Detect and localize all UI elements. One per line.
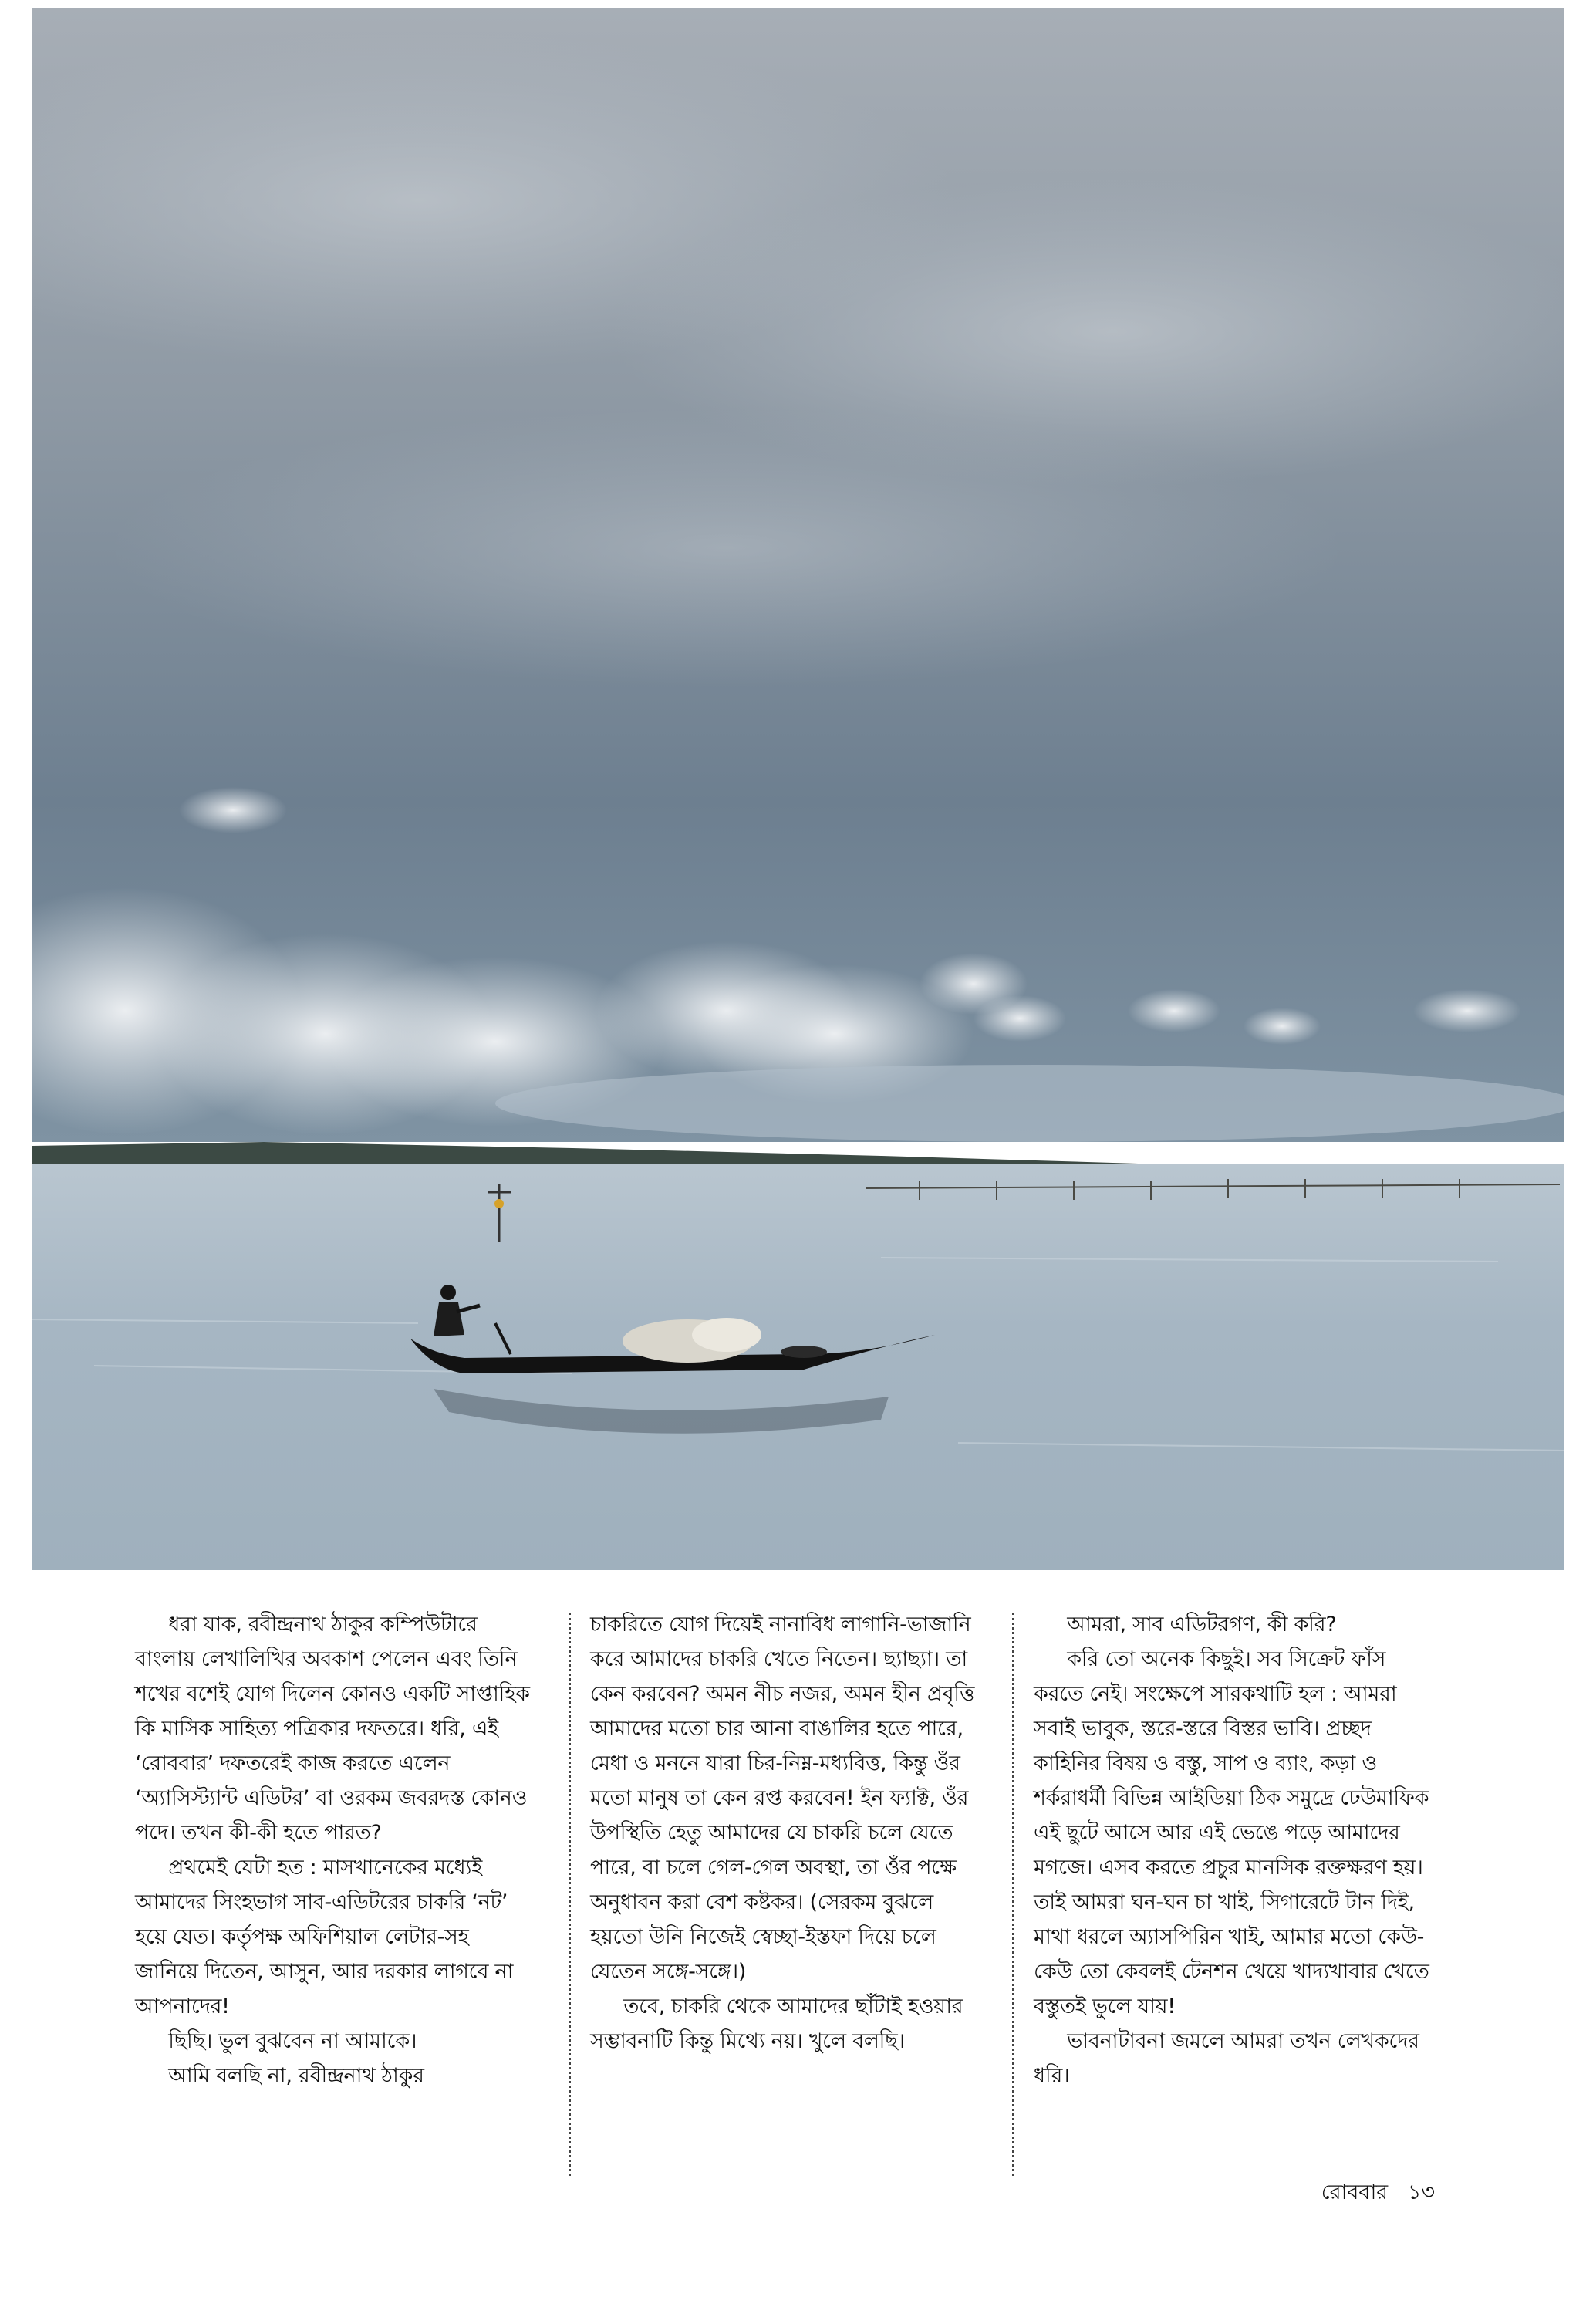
- article-column-3: [1034, 1607, 1435, 2093]
- paragraph: চাকরিতে যোগ দিয়েই নানাবিধ লাগানি-ভাজানি করে আমাদের চাকরি খেতে নিতেন। ছ্যাছ্যা। তা কেন করবেন? অমন নীচ নজর, অমন হীন প্রবৃত্তি আমাদের মতো চার আনা বাঙালির হতে পারে, মেধা ও মননে যারা চির-নিম্ন-মধ্যবিত্ত, কিন্তু ওঁর মতো মানুষ তা কেন রপ্ত করবেন! ইন ফ্যাক্ট, ওঁর উপস্থিতি হেতু আমাদের যে চাকরি চলে যেতে পারে, বা চলে গেল-গেল অবস্থা, তা ওঁর পক্ষে অনুধাবন করা বেশ কষ্টকর। (সেরকম বুঝলে হয়তো উনি নিজেই স্বেচ্ছা-ইস্তফা দিয়ে চলে যেতেন সঙ্গে-সঙ্গে।): [590, 1613, 975, 1984]
- column-divider: [569, 1613, 571, 2176]
- paragraph: করি তো অনেক কিছুই। সব সিক্রেট ফাঁস করতে নেই। সংক্ষেপে সারকথাটি হল : আমরা সবাই ভাবুক, স্তরে-স্তরে বিস্তর ভাবি। প্রচ্ছদ কাহিনির বিষয় ও বস্তু, সাপ ও ব্যাং, কড়া ও শর্করাধর্মী বিভিন্ন আইডিয়া ঠিক সমুদ্রে ঢেউমাফিক এই ছুটে আসে আর এই ভেঙে পড়ে আমাদের মগজে। এসব করতে প্রচুর মানসিক রক্তক্ষরণ হয়। তাই আমরা ঘন-ঘন চা খাই, সিগারেটে টান দিই, মাথা ধরলে অ্যাসপিরিন খাই, আমার মতো কেউ-কেউ তো কেবলই টেনশন খেয়ে খাদ্যখাবার খেতে বস্তুতই ভুলে যায়!: [1034, 1647, 1429, 2018]
- page-number: ১৩: [1407, 2180, 1435, 2204]
- paragraph: তবে, চাকরি থেকে আমাদের ছাঁটাই হওয়ার সম্ভাবনাটি কিন্তু মিথ্যে নয়। খুলে বলছি।: [590, 1995, 963, 2053]
- article-column-1: [135, 1607, 536, 2093]
- paragraph: ছিছি। ভুল বুঝবেন না আমাকে।: [168, 2029, 417, 2053]
- river-boat-photo: [32, 8, 1564, 1570]
- page-footer: [1234, 2177, 1435, 2208]
- paragraph: ভাবনাটাবনা জমলে আমরা তখন লেখকদের ধরি।: [1034, 2029, 1419, 2088]
- paragraph: প্রথমেই যেটা হত : মাসখানেকের মধ্যেই আমাদের সিংহভাগ সাব-এডিটরের চাকরি ‘নট’ হয়ে যেত। কর্তৃপক্ষ অফিশিয়াল লেটার-সহ জানিয়ে দিতেন, আসুন, আর দরকার লাগবে না আপনাদের!: [135, 1856, 514, 2018]
- article-column-2: [590, 1607, 991, 2059]
- paragraph: আমরা, সাব এডিটরগণ, কী করি?: [1067, 1613, 1337, 1637]
- paragraph: আমি বলছি না, রবীন্দ্রনাথ ঠাকুর: [168, 2064, 424, 2088]
- paragraph: ধরা যাক, রবীন্দ্রনাথ ঠাকুর কম্পিউটারে বাংলায় লেখালিখির অবকাশ পেলেন এবং তিনি শখের বশেই যোগ দিলেন কোনও একটি সাপ্তাহিক কি মাসিক সাহিত্য পত্রিকার দফতরে। ধরি, এই ‘রোববার’ দফতরেই কাজ করতে এলেন ‘অ্যাসিস্ট্যান্ট এডিটর’ বা ওরকম জবরদস্ত কোনও পদে। তখন কী-কী হতে পারত?: [135, 1613, 530, 1845]
- column-divider: [1012, 1613, 1014, 2176]
- magazine-name: রোববার: [1321, 2180, 1389, 2204]
